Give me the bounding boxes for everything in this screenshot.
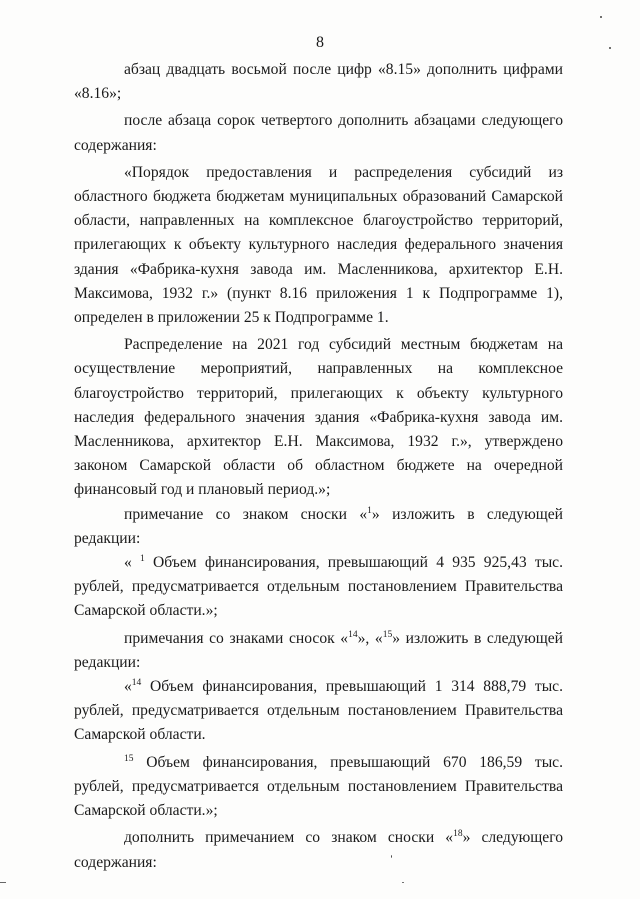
text-run: « <box>124 554 141 572</box>
footnote-mark: 18 <box>453 829 463 840</box>
scan-speck <box>391 855 392 858</box>
footnote-mark: 1 <box>140 554 145 565</box>
footnote-mark: 15 <box>124 753 134 764</box>
footnote-mark: 14 <box>348 629 358 640</box>
text-run: « <box>124 678 132 696</box>
text-run: примечание со знаком сноски « <box>124 505 368 523</box>
text-run: » изложить в следующей редакции: <box>74 629 564 671</box>
text-run: Объем финансирования, превышающий 1 314 888,79 тыс. рублей, предусматривается отдельным постановлением Правительства Самарской области. <box>74 678 563 744</box>
page-number: 8 <box>316 34 324 51</box>
text-run: » следующего содержания: <box>74 829 564 871</box>
paragraph-8 <box>74 675 563 748</box>
paragraph-5 <box>74 503 563 551</box>
paragraph-6 <box>74 551 563 624</box>
scan-speck <box>609 47 611 49</box>
text-run: », « <box>357 629 383 647</box>
scan-speck <box>600 16 602 18</box>
footnote-mark: 1 <box>367 505 372 516</box>
text-run: » изложить в следующей редакции: <box>74 505 564 547</box>
text-run: Объем финансирования, превышающий 670 186,59 тыс. рублей, предусматривается отдельным постановлением Правительства Самарской области.»; <box>74 753 563 820</box>
paragraph-10 <box>74 826 563 874</box>
scan-speck <box>402 882 404 883</box>
footnote-mark: 15 <box>382 629 393 640</box>
paragraph-1: абзац двадцать восьмой после цифр «8.15» дополнить цифрами «8.16»; <box>74 61 563 103</box>
document-body <box>74 58 563 875</box>
paragraph-4: Распределение на 2021 год субсидий местным бюджетам на осуществление мероприятий, направленных на комплексное благоустройство территорий, прилегающих к объекту культурного наследия федерального значения здания «Фабрика-кухня завода им. Масленникова, архитектор Е.Н. Максимова, 1932 г.», утверждено законом Самарской области об областном бюджете на очередной финансовый год и плановый период.»; <box>74 336 563 499</box>
scan-edge-mark <box>0 882 6 883</box>
text-run: примечания со знаками сносок « <box>124 629 349 647</box>
paragraph-3: «Порядок предоставления и распределения субсидий из областного бюджета бюджетам муниципальных образований Самарской области, направленных на комплексное благоустройство территорий, прилегающих к объекту культурного наследия федерального значения здания «Фабрика-кухня завода им. Масленникова, архитектор Е.Н. Максимова, 1932 г.» (пункт 8.16 приложения 1 к Подпрограмме 1), определен в приложении 25 к Подпрограмме 1. <box>74 163 563 327</box>
paragraph-2: после абзаца сорок четвертого дополнить абзацами следующего содержания: <box>74 112 563 154</box>
text-run: Объем финансирования, превышающий 4 935 925,43 тыс. рублей, предусматривается отдельным постановлением Правительства Самарской области.»; <box>74 554 563 620</box>
footnote-mark: 14 <box>131 678 142 689</box>
paragraph-9 <box>74 751 563 824</box>
paragraph-7 <box>74 627 563 675</box>
text-run: дополнить примечанием со знаком сноски « <box>124 829 454 847</box>
